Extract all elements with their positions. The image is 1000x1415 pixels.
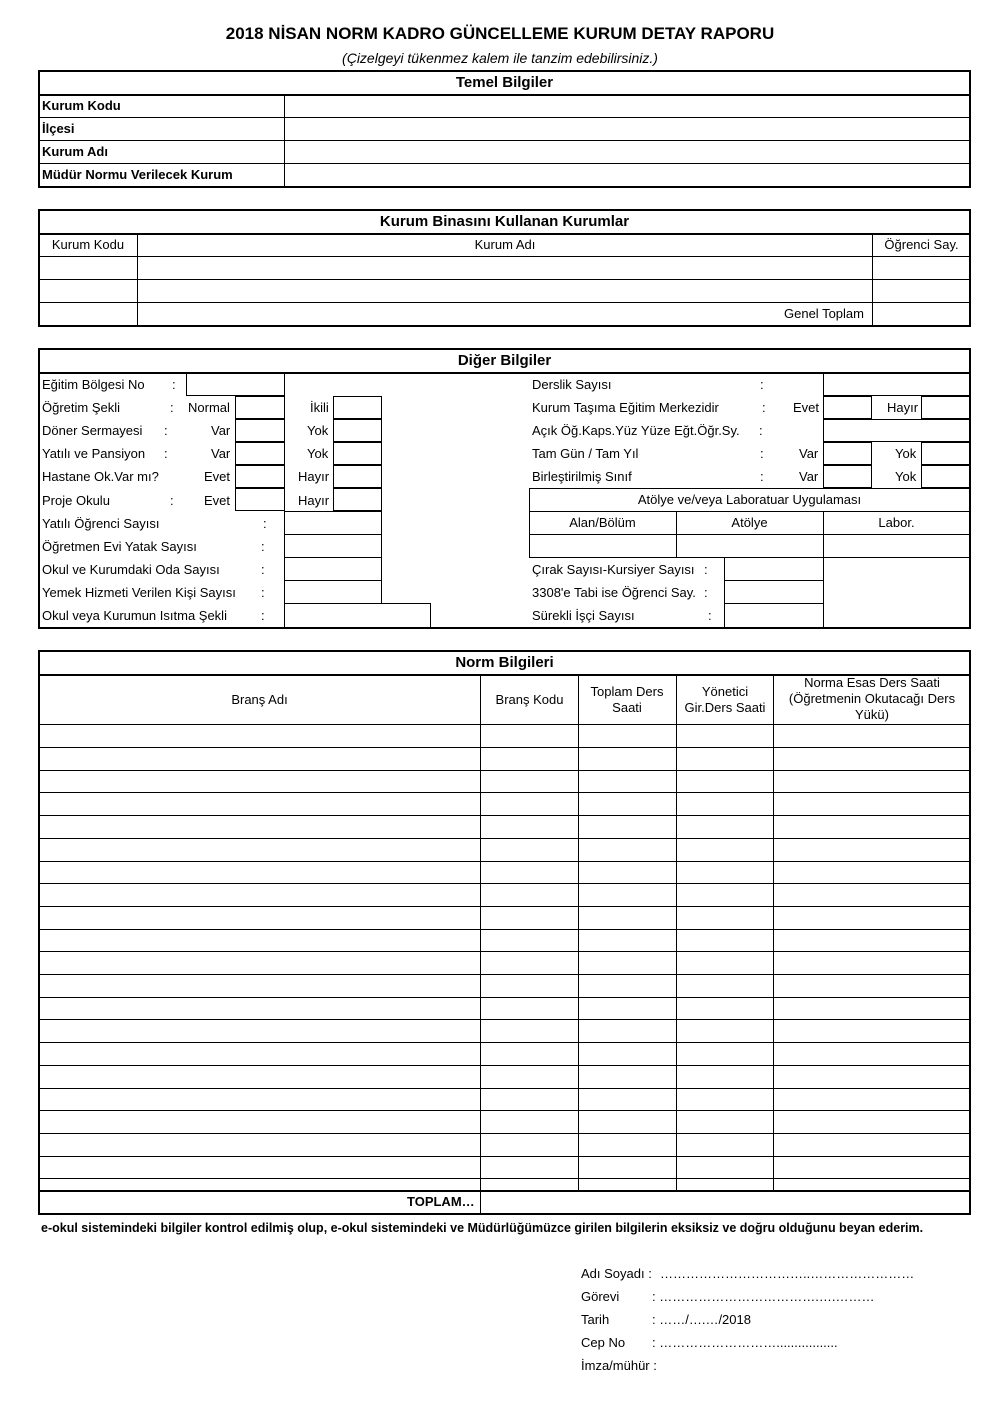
table-row-line — [39, 951, 970, 952]
colon: : — [759, 423, 763, 438]
yatili-ogrenci-input[interactable] — [284, 511, 382, 535]
checkbox-normal[interactable] — [235, 396, 285, 419]
table-row-line — [39, 815, 970, 816]
gorevi-dots: : ……………………………….….……… — [652, 1289, 875, 1304]
label-imza-muhur: İmza/mühür : — [581, 1358, 657, 1373]
kurum-adi-field[interactable] — [285, 141, 969, 163]
label-oda-sayisi: Okul ve Kurumdaki Oda Sayısı — [42, 562, 220, 577]
opt-hayir: Hayır — [887, 400, 919, 415]
label-ilcesi: İlçesi — [42, 121, 75, 136]
page-subtitle: (Çizelgeyi tükenmez kalem ile tanzim edebilirsiniz.) — [342, 50, 658, 66]
page-title: 2018 NİSAN NORM KADRO GÜNCELLEME KURUM DETAY RAPORU — [225, 24, 775, 43]
ogrenci-3308-input[interactable] — [724, 580, 824, 604]
label-tasima-merkezi: Kurum Taşıma Eğitim Merkezidir — [532, 400, 719, 415]
cirak-sayisi-input[interactable] — [724, 557, 824, 581]
temel-bilgiler-title: Temel Bilgiler — [455, 74, 554, 91]
col-labor: Labor. — [878, 515, 915, 530]
label-birlestirilmis: Birleştirilmiş Sınıf — [532, 469, 632, 484]
table-row-line — [39, 929, 970, 930]
opt-ikili: İkili — [310, 400, 329, 415]
table-row-line — [39, 861, 970, 862]
tarih-value: : ……/….…/2018 — [652, 1312, 751, 1327]
checkbox-hastane-evet[interactable] — [235, 465, 285, 488]
label-derslik-sayisi: Derslik Sayısı — [532, 377, 612, 392]
ilcesi-field[interactable] — [285, 118, 969, 140]
table-row-line — [39, 770, 970, 771]
checkbox-tamgun-yok[interactable] — [921, 442, 970, 465]
table-row-line — [39, 1042, 970, 1043]
label-tarih: Tarih — [581, 1312, 610, 1327]
colon: : — [261, 539, 265, 554]
colon: : — [261, 585, 265, 600]
yemek-hizmeti-input[interactable] — [284, 580, 382, 604]
opt-yok: Yok — [307, 423, 329, 438]
label-kurum-adi: Kurum Adı — [42, 144, 108, 159]
label-isitma-sekli: Okul veya Kurumun Isıtma Şekli — [42, 608, 227, 623]
table-row-line — [39, 838, 970, 839]
surekli-isci-input[interactable] — [724, 603, 824, 628]
opt-evet: Evet — [204, 493, 231, 508]
colon: : — [170, 400, 174, 415]
table-row-line — [39, 1088, 970, 1089]
col-ogrenci-sayisi: Öğrenci Say. — [884, 237, 959, 252]
opt-hayir: Hayır — [298, 469, 330, 484]
checkbox-proje-hayir[interactable] — [333, 488, 382, 511]
opt-normal: Normal — [188, 400, 230, 415]
kurum-binasi-title: Kurum Binasını Kullanan Kurumlar — [379, 213, 630, 230]
norm-bilgileri-section — [38, 650, 971, 1215]
atolye-title: Atölye ve/veya Laboratuar Uygulaması — [637, 492, 862, 507]
colon: : — [704, 585, 708, 600]
oda-sayisi-input[interactable] — [284, 557, 382, 581]
col-norma-esas: Norma Esas Ders Saati (Öğretmenin Okutacağı Ders Yükü) — [788, 675, 956, 722]
opt-var: Var — [211, 446, 231, 461]
table-row-line — [39, 1065, 970, 1066]
col-kurum-adi: Kurum Adı — [474, 237, 536, 252]
opt-var: Var — [799, 469, 819, 484]
colon: : — [760, 377, 764, 392]
col-kurum-kodu: Kurum Kodu — [51, 237, 125, 252]
label-gorevi: Görevi — [581, 1289, 620, 1304]
declaration-text: e-okul sistemindeki bilgiler kontrol edilmiş olup, e-okul sistemindeki ve Müdürlüğümüzce girilen bilgilerin eksiksiz ve doğru olduğunu beyan ederim. — [41, 1221, 924, 1235]
norm-bilgileri-title: Norm Bilgileri — [455, 654, 554, 671]
opt-yok: Yok — [895, 446, 917, 461]
label-egitim-bolgesi: Eğitim Bölgesi No — [42, 377, 145, 392]
colon: : — [164, 446, 168, 461]
table-row-line — [39, 974, 970, 975]
opt-var: Var — [799, 446, 819, 461]
colon: : — [704, 562, 708, 577]
colon: : — [760, 469, 764, 484]
checkbox-ikili[interactable] — [333, 396, 382, 419]
checkbox-proje-evet[interactable] — [235, 488, 285, 511]
cep-no-dots: : ………………………................. — [652, 1335, 838, 1350]
label-tam-gun: Tam Gün / Tam Yıl — [532, 446, 639, 461]
label-yatili-ogrenci: Yatılı Öğrenci Sayısı — [42, 516, 160, 531]
opt-yok: Yok — [307, 446, 329, 461]
acik-ogretim-input[interactable] — [823, 419, 970, 442]
checkbox-birlestirilmis-var[interactable] — [823, 465, 872, 488]
checkbox-doner-yok[interactable] — [333, 419, 382, 442]
checkbox-hastane-hayir[interactable] — [333, 465, 382, 488]
col-brans-kodu: Branş Kodu — [495, 692, 564, 707]
table-row-line — [39, 1156, 970, 1157]
table-row-line — [39, 1110, 970, 1111]
label-surekli-isci: Sürekli İşçi Sayısı — [532, 608, 635, 623]
col-alan-bolum: Alan/Bölüm — [569, 515, 636, 530]
table-row-line — [39, 1133, 970, 1134]
opt-hayir: Hayır — [298, 493, 330, 508]
opt-evet: Evet — [793, 400, 820, 415]
col-brans-adi: Branş Adı — [231, 692, 288, 707]
colon: : — [263, 516, 267, 531]
label-kurum-kodu: Kurum Kodu — [42, 98, 121, 113]
genel-toplam-label: Genel Toplam — [784, 306, 864, 321]
colon: : — [172, 377, 176, 392]
label-hastane-ok: Hastane Ok.Var mı? — [42, 469, 159, 484]
label-acik-ogretim: Açık Öğ.Kaps.Yüz Yüze Eğt.Öğr.Sy. — [532, 423, 740, 438]
label-adi-soyadi: Adı Soyadı : — [581, 1266, 652, 1281]
label-mudur-normu: Müdür Normu Verilecek Kurum — [42, 167, 233, 182]
opt-yok: Yok — [895, 469, 917, 484]
toplam-label: TOPLAM… — [407, 1194, 475, 1209]
diger-bilgiler-title: Diğer Bilgiler — [457, 352, 552, 369]
label-cep-no: Cep No — [581, 1335, 626, 1350]
isitma-sekli-input[interactable] — [284, 603, 431, 628]
table-row-line — [39, 792, 970, 793]
label-ogretim-sekli: Öğretim Şekli — [42, 400, 121, 415]
table-row-line — [39, 747, 970, 748]
table-row-line — [39, 997, 970, 998]
checkbox-tasima-hayir[interactable] — [921, 396, 970, 419]
checkbox-doner-var[interactable] — [235, 419, 285, 442]
colon: : — [164, 423, 168, 438]
colon: : — [760, 446, 764, 461]
label-proje-okulu: Proje Okulu — [42, 493, 110, 508]
egitim-bolgesi-input[interactable] — [186, 373, 285, 396]
label-yatili-pansiyon: Yatılı ve Pansiyon — [42, 446, 146, 461]
opt-evet: Evet — [204, 469, 231, 484]
col-yonetici: Yönetici Gir.Ders Saati — [684, 684, 766, 715]
colon: : — [762, 400, 766, 415]
adi-soyadi-dots: ……………………………..…………………… — [660, 1266, 915, 1281]
label-yemek-hizmeti: Yemek Hizmeti Verilen Kişi Sayısı — [42, 585, 236, 600]
table-row-line — [39, 906, 970, 907]
checkbox-tamgun-var[interactable] — [823, 442, 872, 465]
colon: : — [170, 493, 174, 508]
table-row-line — [39, 883, 970, 884]
ogretmen-evi-input[interactable] — [284, 534, 382, 558]
colon: : — [708, 608, 712, 623]
checkbox-birlestirilmis-yok[interactable] — [921, 465, 970, 488]
mudur-normu-field[interactable] — [285, 164, 969, 186]
table-row-line — [39, 1178, 970, 1179]
opt-var: Var — [211, 423, 231, 438]
table-row-line — [39, 1019, 970, 1020]
kurum-kodu-field[interactable] — [285, 96, 969, 117]
checkbox-tasima-evet[interactable] — [823, 396, 872, 419]
colon: : — [261, 562, 265, 577]
colon: : — [261, 608, 265, 623]
label-doner-sermayesi: Döner Sermayesi — [42, 423, 143, 438]
col-toplam-ders: Toplam Ders Saati — [590, 684, 664, 715]
label-cirak-sayisi: Çırak Sayısı-Kursiyer Sayısı — [532, 562, 695, 577]
label-3308-ogrenci: 3308'e Tabi ise Öğrenci Say. — [532, 585, 696, 600]
col-atolye: Atölye — [731, 515, 768, 530]
checkbox-yatili-var[interactable] — [235, 442, 285, 465]
derslik-sayisi-input[interactable] — [823, 373, 970, 396]
checkbox-yatili-yok[interactable] — [333, 442, 382, 465]
label-ogretmen-evi: Öğretmen Evi Yatak Sayısı — [42, 539, 197, 554]
